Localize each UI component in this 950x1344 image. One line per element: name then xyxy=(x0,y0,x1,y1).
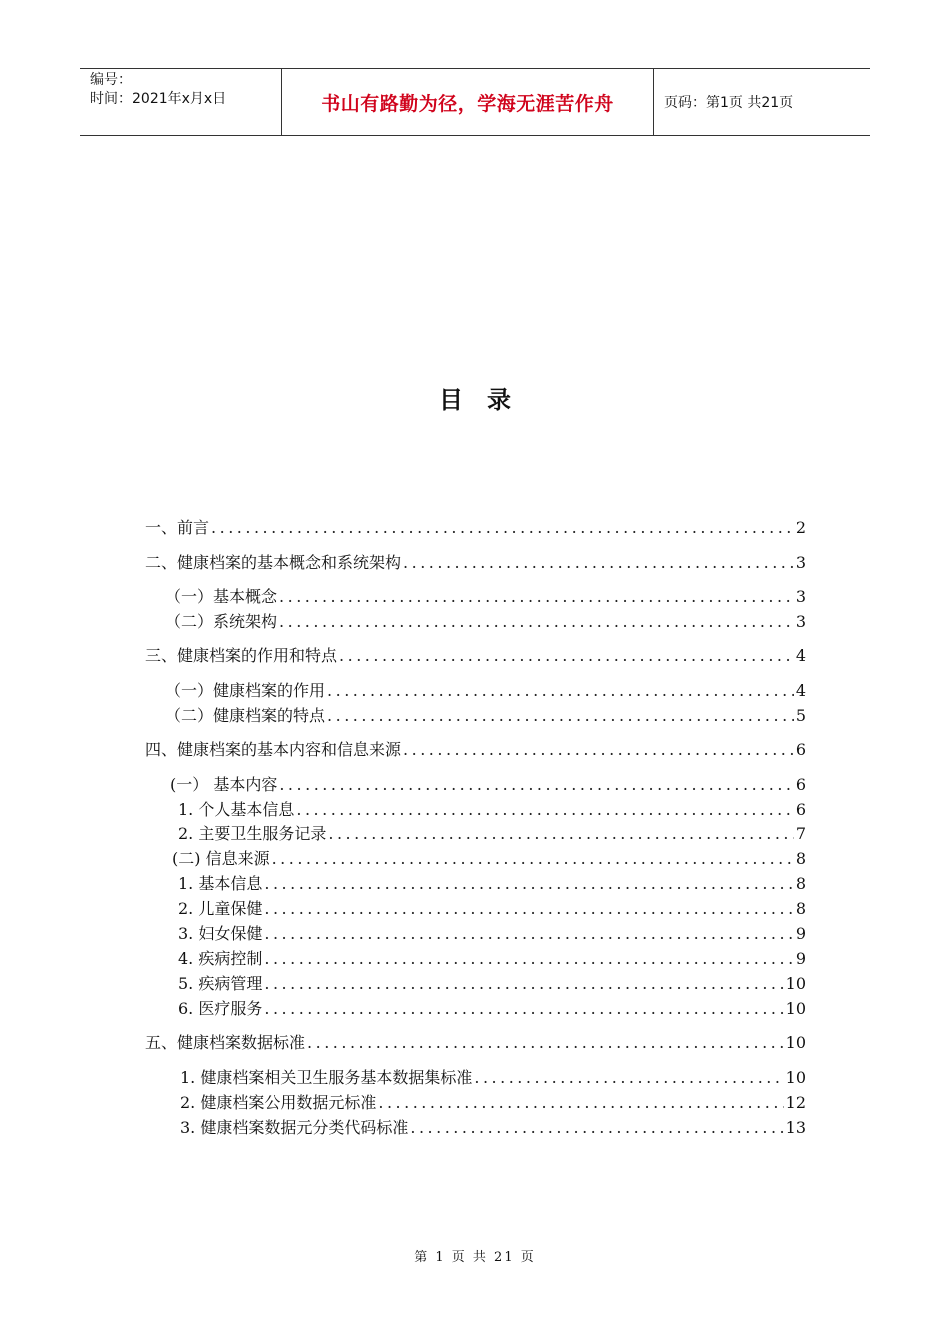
toc-entry-page: 6 xyxy=(795,800,806,819)
toc-entry[interactable] xyxy=(178,799,806,821)
toc-entry-page: 10 xyxy=(785,999,806,1018)
toc-leader-dots xyxy=(474,1067,783,1089)
toc-entry-label: 3. 健康档案数据元分类代码标准 xyxy=(180,1118,409,1137)
toc-leader-dots xyxy=(279,611,794,633)
toc-entry-label: 5. 疾病管理 xyxy=(178,974,263,993)
toc-leader-dots xyxy=(328,823,793,845)
toc-leader-dots xyxy=(296,799,793,821)
toc-entry-label: (二) 信息来源 xyxy=(172,849,270,868)
toc-entry-label: （一）基本概念 xyxy=(165,587,278,606)
toc-leader-dots xyxy=(327,680,794,702)
toc-entry-label: 三、健康档案的作用和特点 xyxy=(145,646,338,665)
toc-entry-page: 10 xyxy=(785,974,806,993)
header-left-cell xyxy=(80,69,282,135)
toc-leader-dots xyxy=(403,552,794,574)
page-footer: 第 1 页 共 21 页 xyxy=(414,1250,536,1265)
toc-entry[interactable] xyxy=(145,517,806,539)
toc-entry[interactable] xyxy=(145,1032,806,1054)
toc-entry[interactable] xyxy=(180,1067,806,1089)
toc-entry-page: 9 xyxy=(795,924,806,943)
toc-entry-label: 四、健康档案的基本内容和信息来源 xyxy=(145,740,402,759)
toc-leader-dots xyxy=(211,517,794,539)
toc-entry[interactable] xyxy=(145,645,806,667)
toc-entry-label: （二）系统架构 xyxy=(165,612,278,631)
toc-entry[interactable] xyxy=(178,823,806,845)
toc-entry[interactable] xyxy=(165,680,806,702)
toc-entry[interactable] xyxy=(170,774,806,796)
toc-leader-dots xyxy=(264,973,783,995)
toc-leader-dots xyxy=(339,645,794,667)
toc-entry-label: 一、前言 xyxy=(145,518,210,537)
toc-entry-page: 13 xyxy=(785,1118,806,1137)
toc-entry-page: 9 xyxy=(795,949,806,968)
toc-entry-label: 五、健康档案数据标准 xyxy=(145,1033,306,1052)
toc-entry[interactable] xyxy=(165,586,806,608)
toc-leader-dots xyxy=(378,1092,783,1114)
toc-entry-label: 2. 健康档案公用数据元标准 xyxy=(180,1093,377,1112)
toc-entry-page: 3 xyxy=(795,553,806,572)
toc-entry-label: 6. 医疗服务 xyxy=(178,999,263,1018)
toc-entry[interactable] xyxy=(145,739,806,761)
toc-entry-label: （二）健康档案的特点 xyxy=(165,706,326,725)
motto-text: 书山有路勤为径，学海无涯苦作舟 xyxy=(321,92,614,115)
header-right-cell xyxy=(654,69,870,135)
toc-entry-page: 8 xyxy=(795,874,806,893)
toc-entry[interactable] xyxy=(178,873,806,895)
toc-entry[interactable] xyxy=(180,1117,806,1139)
toc-entry-label: 二、健康档案的基本概念和系统架构 xyxy=(145,553,402,572)
toc-entry[interactable] xyxy=(180,1092,806,1114)
serial-label: 编号： xyxy=(90,72,132,88)
toc-entry[interactable] xyxy=(172,848,806,870)
toc-entry-label: （一）健康档案的作用 xyxy=(165,681,326,700)
toc-entry-page: 6 xyxy=(795,740,806,759)
toc-entry[interactable] xyxy=(178,948,806,970)
toc-leader-dots xyxy=(264,948,793,970)
toc-entry-label: (一） 基本内容 xyxy=(170,775,278,794)
toc-leader-dots xyxy=(264,898,793,920)
toc-leader-dots xyxy=(264,998,783,1020)
toc-entry[interactable] xyxy=(178,973,806,995)
toc-leader-dots xyxy=(279,774,793,796)
toc-leader-dots xyxy=(307,1032,784,1054)
toc-entry-page: 2 xyxy=(795,518,806,537)
toc-leader-dots xyxy=(327,705,794,727)
toc-leader-dots xyxy=(264,873,793,895)
toc-entry-page: 10 xyxy=(785,1033,806,1052)
toc-entry[interactable] xyxy=(178,898,806,920)
toc-entry-page: 4 xyxy=(795,681,806,700)
toc-entry-page: 8 xyxy=(795,849,806,868)
toc-leader-dots xyxy=(403,739,794,761)
toc-entry-page: 10 xyxy=(785,1068,806,1087)
toc-entry-label: 1. 基本信息 xyxy=(178,874,263,893)
toc-entry-page: 7 xyxy=(795,824,806,843)
toc-entry[interactable] xyxy=(178,923,806,945)
toc-entry[interactable] xyxy=(145,552,806,574)
toc-entry-page: 5 xyxy=(795,706,806,725)
toc-entry-page: 3 xyxy=(795,587,806,606)
toc-leader-dots xyxy=(264,923,793,945)
toc-entry-page: 8 xyxy=(795,899,806,918)
toc-entry[interactable] xyxy=(165,705,806,727)
toc-entry-label: 3. 妇女保健 xyxy=(178,924,263,943)
toc-entry-page: 12 xyxy=(785,1093,806,1112)
toc-entry-label: 1. 个人基本信息 xyxy=(178,800,295,819)
toc-entry-page: 3 xyxy=(795,612,806,631)
toc-entry[interactable] xyxy=(165,611,806,633)
toc-entry-label: 4. 疾病控制 xyxy=(178,949,263,968)
toc-entry-page: 6 xyxy=(795,775,806,794)
header-middle-cell xyxy=(282,69,654,135)
toc-entry-label: 2. 儿童保健 xyxy=(178,899,263,918)
toc-entry-page: 4 xyxy=(795,646,806,665)
toc-leader-dots xyxy=(272,848,794,870)
toc-entry-label: 1. 健康档案相关卫生服务基本数据集标准 xyxy=(180,1068,473,1087)
toc-entry-label: 2. 主要卫生服务记录 xyxy=(178,824,327,843)
toc-entry[interactable] xyxy=(178,998,806,1020)
page-header xyxy=(80,68,870,136)
page-title: 目录 xyxy=(439,386,535,414)
page-info: 页码：第1页 共21页 xyxy=(664,95,794,111)
toc-leader-dots xyxy=(279,586,794,608)
date-label: 时间：2021年x月x日 xyxy=(90,91,227,107)
toc-leader-dots xyxy=(410,1117,783,1139)
